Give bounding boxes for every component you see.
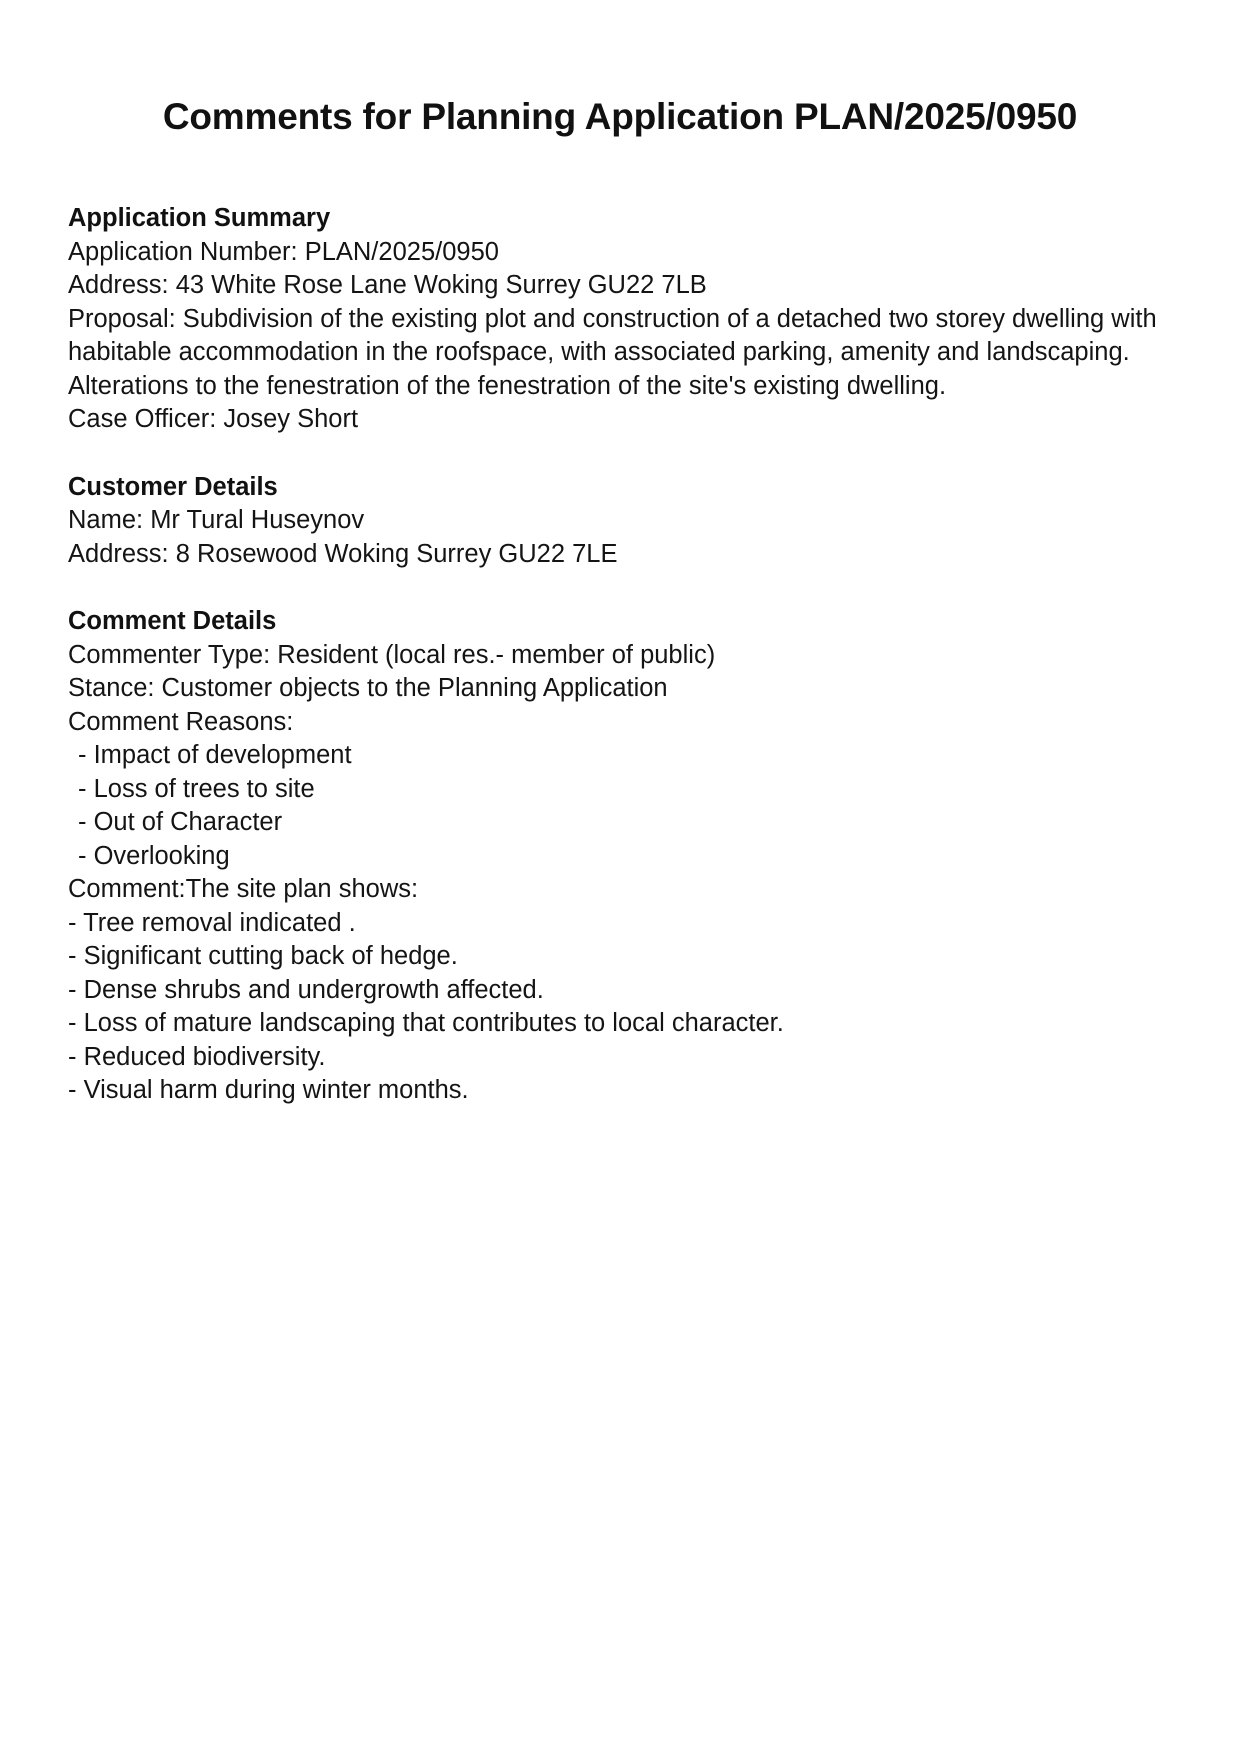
field-proposal: Proposal: Subdivision of the existing plot and construction of a detached two storey dwelling with habitable accommodation in the roofspace, with associated parking, amenity and landscaping. Alterations to the fenestration of the fenestration of the site's existing dwelling. (68, 304, 1157, 400)
comment-reason-item: - Loss of trees to site (78, 774, 315, 803)
comment-point-item: - Loss of mature landscaping that contributes to local character. (68, 1009, 784, 1037)
field-stance: Stance: Customer objects to the Planning Application (68, 674, 668, 702)
label-comment-reasons: Comment Reasons: (68, 707, 294, 736)
comment-reason-item: - Out of Character (78, 808, 283, 836)
field-site-address: Address: 43 White Rose Lane Woking Surrey GU22 7LB (68, 271, 707, 299)
field-customer-name: Name: Mr Tural Huseynov (68, 506, 365, 534)
field-case-officer: Case Officer: Josey Short (68, 405, 359, 433)
comment-point-item: - Tree removal indicated . (68, 908, 356, 937)
heading-customer-details: Customer Details (68, 472, 278, 501)
document-body (0, 138, 1240, 1108)
comment-point-item: - Reduced biodiversity. (68, 1042, 326, 1071)
page-title: Comments for Planning Application PLAN/2025/0950 (162, 96, 1078, 137)
comment-reason-item: - Impact of development (78, 741, 352, 769)
section-comment-details (68, 605, 1180, 1108)
heading-application-summary: Application Summary (68, 204, 331, 232)
field-customer-address: Address: 8 Rosewood Woking Surrey GU22 7LE (68, 539, 618, 568)
field-comment-intro: Comment:The site plan shows: (68, 875, 419, 903)
field-application-number: Application Number: PLAN/2025/0950 (68, 237, 499, 266)
section-application-summary (68, 202, 1180, 437)
comment-point-item: - Dense shrubs and undergrowth affected. (68, 975, 544, 1004)
section-customer-details (68, 471, 1180, 572)
comment-point-list (68, 907, 1180, 1108)
field-commenter-type: Commenter Type: Resident (local res.- member of public) (68, 640, 716, 669)
comment-point-item: - Significant cutting back of hedge. (68, 942, 458, 970)
comment-reason-item: - Overlooking (78, 841, 230, 870)
comment-point-item: - Visual harm during winter months. (68, 1076, 469, 1104)
comment-reason-list (68, 739, 1180, 873)
heading-comment-details: Comment Details (68, 607, 277, 635)
